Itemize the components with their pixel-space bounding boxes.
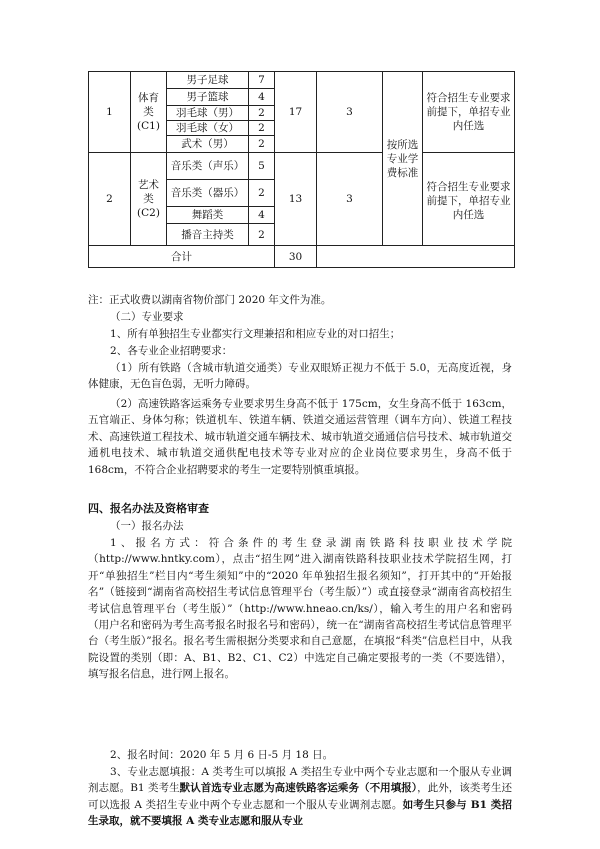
group-major-count: 3	[317, 153, 383, 246]
sum-empty	[317, 246, 515, 268]
section-2-heading: （二）专业要求	[110, 311, 184, 323]
subcategory-count: 5	[249, 153, 275, 180]
table-row	[89, 72, 515, 89]
sum-label: 合计	[89, 246, 275, 268]
subcategory-count: 2	[249, 106, 275, 121]
subcategory-name: 羽毛球（女）	[167, 121, 249, 136]
subcategory-name: 舞蹈类	[167, 207, 249, 224]
requirement-1: 1、所有单独招生专业都实行文理兼招和相应专业的对口招生；	[110, 328, 401, 340]
chapter-4-heading: 四、报名办法及资格审查	[88, 502, 209, 515]
sum-value: 30	[275, 246, 317, 268]
group-major-count: 3	[317, 72, 383, 153]
subcategory-count: 2	[249, 121, 275, 136]
subcategory-count: 2	[249, 224, 275, 246]
enrollment-table	[88, 71, 515, 268]
group-note: 符合招生专业要求前提下，单招专业内任选	[423, 153, 515, 246]
subcategory-name: 武术（男）	[167, 136, 249, 153]
subcategory-name: 羽毛球（男）	[167, 106, 249, 121]
category-cell	[131, 72, 167, 153]
category-line: 艺术类	[138, 179, 159, 205]
section-1-heading: （一）报名办法	[110, 520, 184, 532]
subcategory-name: 音乐类（器乐）	[167, 180, 249, 207]
category-line: 体育类	[138, 92, 159, 118]
table-row	[89, 153, 515, 180]
subcategory-name: 播音主持类	[167, 224, 249, 246]
row-number: 2	[89, 153, 131, 246]
method-1: 1、报名方式：符合条件的考生登录湖南铁路科技职业技术学院（http://www.hntky.com），点击“招生网”进入湖南铁路科技职业技术学院招生网，打开“单独招生”栏目内“考生须知”中的“2020 年单独招生报名须知”，打开其中的“开始报名”（链接到“湖南省高校招生考试信息管理平台（考生版）”）或直接登录“湖南省高校招生考试信息管理平台（考生版）”（http://www.hneao.cn/ks/），输入考生的用户名和密码（用户名和密码为考生高考报名时报名号和密码），统一在“湖南省高校招生考试信息管理平台（考生版）”报名。报名考生需根据分类要求和自己意愿，在填报“科类”信息栏目中，从我院设置的类别（即：A、B1、B2、C1、C2）中选定自己确定要报考的一类（不要选错），填写报名信息，进行网上报名。	[88, 537, 512, 681]
method-3-bold-1: 默认首选专业志愿为高速铁路客运乘务（不用填报）	[179, 782, 418, 795]
fee-note: 注：正式收费以湖南省物价部门 2020 年文件为准。	[88, 294, 332, 306]
subcategory-name: 男子篮球	[167, 89, 249, 106]
method-3	[88, 764, 512, 830]
method-3-bold-2: 如考生只参与 B1 类招生录取，就不要填报 A 类专业志愿和服从专业	[88, 798, 512, 828]
category-line: (C1)	[137, 120, 160, 132]
requirement-2: 2、各专业企业招聘要求：	[110, 345, 233, 357]
subcategory-count: 7	[249, 72, 275, 89]
subcategory-count: 4	[249, 207, 275, 224]
fee-standard: 按所选专业学费标准	[383, 72, 423, 246]
table-sum-row	[89, 246, 515, 268]
requirement-2-1: （1）所有铁路（含城市轨道交通类）专业双眼矫正视力不低于 5.0，无高度近视，身体健康，无色盲色弱，无听力障碍。	[88, 362, 512, 391]
subcategory-count: 4	[249, 89, 275, 106]
requirement-2-2: （2）高速铁路客运乘务专业要求男生身高不低于 175cm，女生身高不低于 163cm，五官端正、身体匀称；铁道机车、铁道车辆、铁道交通运营管理（调车方向）、铁道工程技术、高速铁道工程技术、城市轨道交通车辆技术、城市轨道交通通信信号技术、城市轨道交通机电技术、城市轨道交通供配电技术等专业对应的企业岗位要求男生，身高不低于 168cm，不符合企业招聘要求的考生一定要特别慎重填报。	[88, 398, 512, 476]
subcategory-name: 音乐类（声乐）	[167, 153, 249, 180]
category-line: (C2)	[137, 207, 160, 219]
subcategory-count: 2	[249, 136, 275, 153]
method-3-part-a: 3、专业志愿填报：A 类考生可以填报 A 类招生专业中两个专业志愿和一个服从专业调剂志愿。B1 类考生	[88, 766, 512, 795]
subcategory-count: 2	[249, 180, 275, 207]
group-total: 13	[275, 153, 317, 246]
row-number: 1	[89, 72, 131, 153]
method-2: 2、报名时间：2020 年 5 月 6 日-5 月 18 日。	[110, 749, 334, 761]
group-total: 17	[275, 72, 317, 153]
subcategory-name: 男子足球	[167, 72, 249, 89]
method-3-part-c: ，此外，该类考生还可以选报 A 类招生专业中两个专业志愿和一个服从专业调剂志愿。	[88, 782, 513, 811]
category-cell	[131, 153, 167, 246]
group-note: 符合招生专业要求前提下，单招专业内任选	[423, 72, 515, 153]
